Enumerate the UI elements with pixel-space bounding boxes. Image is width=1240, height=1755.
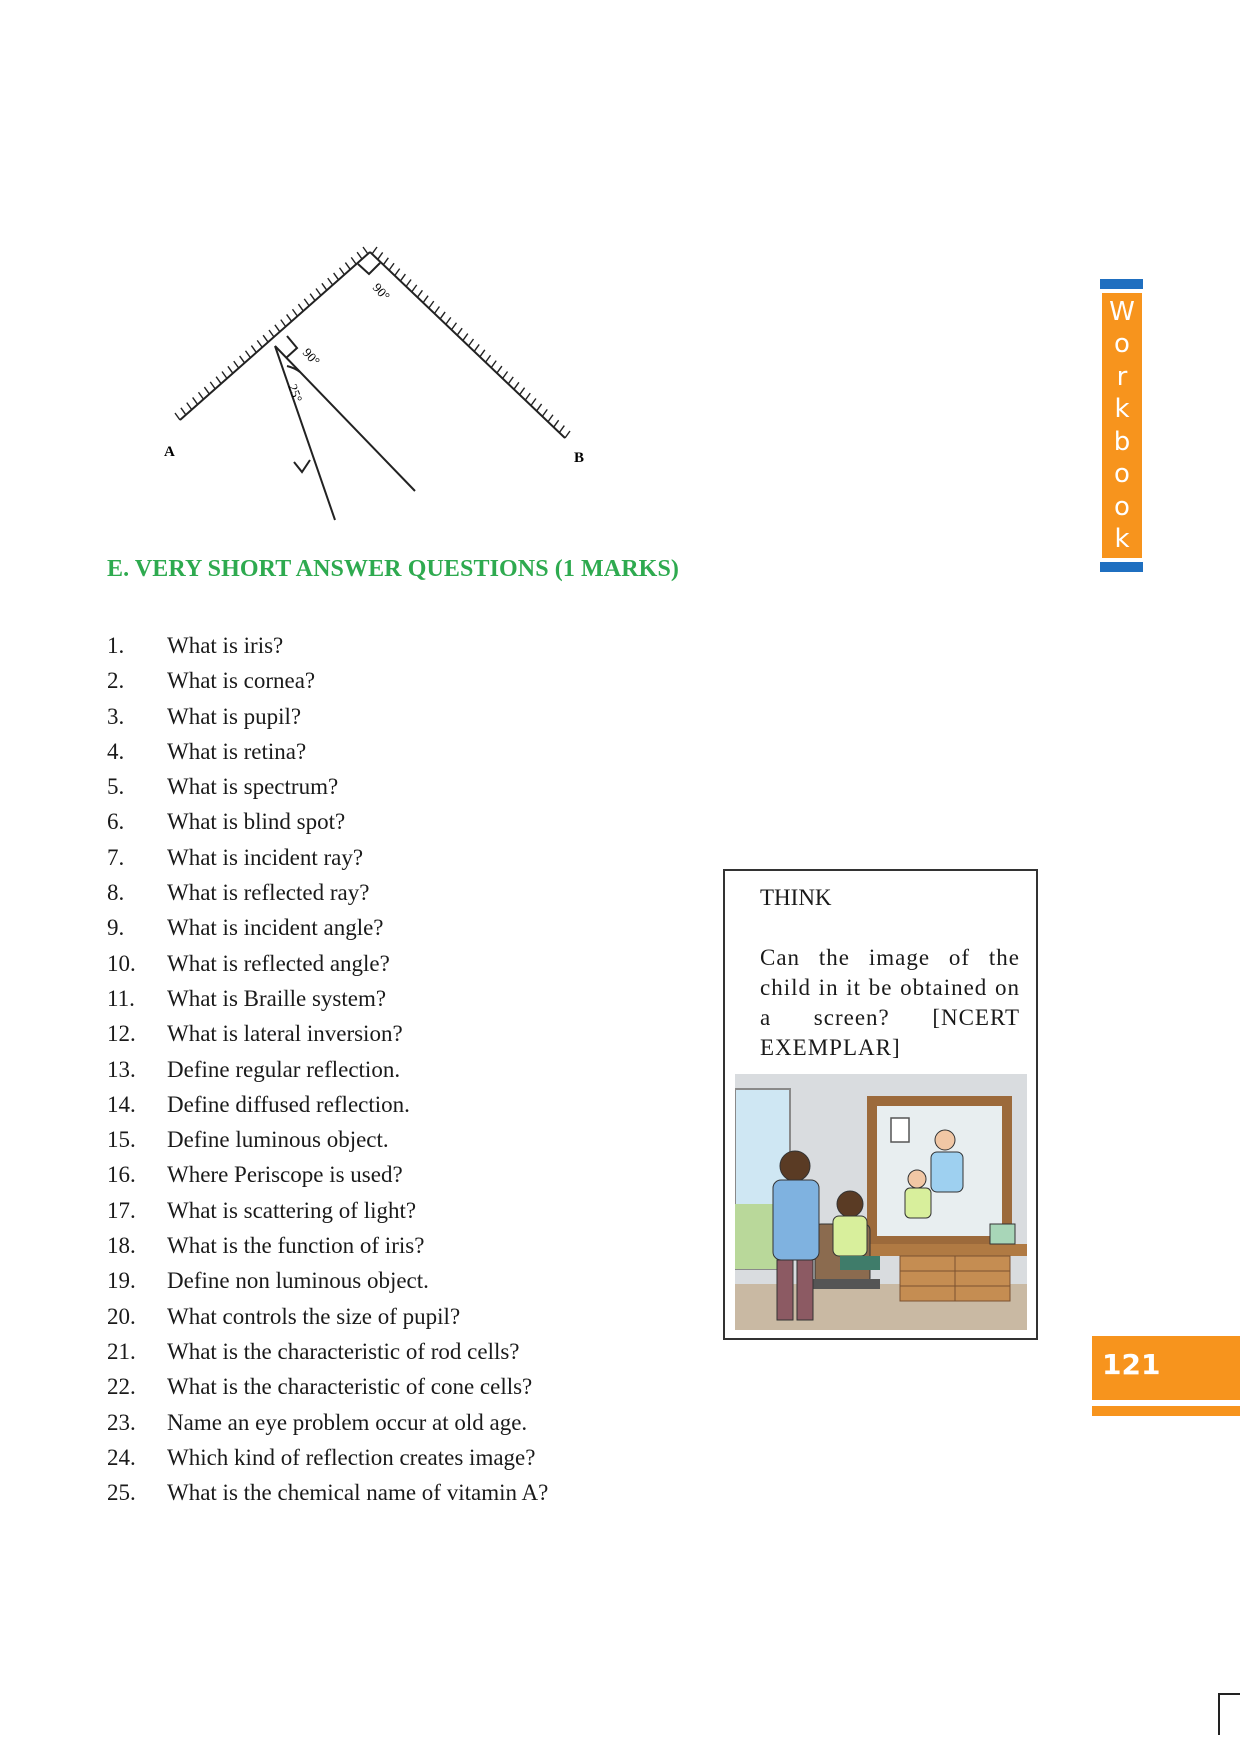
question-text: What is reflected ray? xyxy=(167,880,370,906)
question-list xyxy=(107,628,548,1510)
label-a: A xyxy=(164,444,175,460)
side-tab-letter: o xyxy=(1114,329,1130,359)
incident-ray xyxy=(275,346,335,520)
page-number: 121 xyxy=(1102,1348,1161,1381)
side-tab-letter: k xyxy=(1114,524,1130,554)
question-number: 25. xyxy=(107,1480,136,1506)
think-title: THINK xyxy=(760,885,832,910)
question-item xyxy=(107,840,548,875)
question-number: 20. xyxy=(107,1303,136,1329)
side-tab-letter: W xyxy=(1109,296,1135,327)
question-item xyxy=(107,946,548,981)
question-text: What is retina? xyxy=(167,738,307,764)
question-text: Where Periscope is used? xyxy=(167,1162,403,1188)
normal-line xyxy=(275,346,415,491)
question-item xyxy=(107,804,548,839)
workbook-side-tab xyxy=(1102,293,1142,558)
ray-arrow-icon xyxy=(294,460,310,472)
question-number: 22. xyxy=(107,1374,136,1400)
side-tab-letter: r xyxy=(1116,361,1128,392)
question-item xyxy=(107,875,548,910)
question-number: 11. xyxy=(107,985,135,1011)
question-text: Define non luminous object. xyxy=(167,1268,429,1294)
question-number: 24. xyxy=(107,1444,136,1470)
label-b: B xyxy=(574,450,585,466)
side-tab-letter: o xyxy=(1114,491,1130,522)
mirror-b xyxy=(370,252,565,438)
question-text: What is the chemical name of vitamin A? xyxy=(167,1480,549,1506)
question-item xyxy=(107,1369,548,1404)
barber-shop-illustration-icon xyxy=(735,1074,1027,1330)
question-text: What is pupil? xyxy=(167,703,302,729)
think-text: Can the image of the child in it be obtained on a screen? [NCERT EXEMPLAR] xyxy=(760,945,1020,1060)
question-item xyxy=(107,1193,548,1228)
question-number: 7. xyxy=(107,844,125,870)
side-tab-letter: o xyxy=(1114,459,1130,489)
side-tab-top-bar xyxy=(1100,279,1143,289)
question-text: What is Braille system? xyxy=(167,985,387,1011)
side-tab-bottom-bar xyxy=(1100,562,1143,572)
question-item xyxy=(107,1440,548,1475)
question-text: What is cornea? xyxy=(167,668,316,694)
question-item xyxy=(107,1122,548,1157)
question-text: What is incident ray? xyxy=(167,844,364,870)
question-number: 6. xyxy=(107,809,125,835)
question-text: Define regular reflection. xyxy=(167,1056,401,1082)
question-item xyxy=(107,628,548,663)
question-item xyxy=(107,1016,548,1051)
question-number: 3. xyxy=(107,703,125,729)
section-heading: E. VERY SHORT ANSWER QUESTIONS (1 MARKS) xyxy=(107,556,679,582)
question-text: What is the characteristic of rod cells? xyxy=(167,1338,520,1364)
question-text: What is spectrum? xyxy=(167,774,339,800)
side-tab-letter: k xyxy=(1114,394,1130,424)
question-number: 9. xyxy=(107,915,125,941)
question-text: What is reflected angle? xyxy=(167,950,390,976)
question-item xyxy=(107,663,548,698)
question-number: 19. xyxy=(107,1268,136,1294)
question-number: 18. xyxy=(107,1233,136,1259)
corner-crop-mark xyxy=(1218,1693,1240,1735)
question-number: 2. xyxy=(107,668,125,694)
question-text: Define luminous object. xyxy=(167,1127,389,1153)
question-number: 21. xyxy=(107,1338,136,1364)
question-number: 1. xyxy=(107,633,125,658)
question-text: What is iris? xyxy=(167,633,284,658)
question-number: 16. xyxy=(107,1162,136,1188)
question-item xyxy=(107,769,548,804)
question-text: What controls the size of pupil? xyxy=(167,1303,461,1329)
question-item xyxy=(107,1228,548,1263)
side-tab-letter: b xyxy=(1113,426,1131,457)
question-text: What is incident angle? xyxy=(167,915,384,941)
question-number: 14. xyxy=(107,1091,136,1117)
question-item xyxy=(107,1334,548,1369)
question-text: Define diffused reflection. xyxy=(167,1091,410,1117)
mirror-ray-diagram xyxy=(140,240,620,530)
question-item xyxy=(107,1052,548,1087)
page-number-stripe xyxy=(1092,1406,1240,1416)
question-text: What is blind spot? xyxy=(167,809,346,835)
question-number: 10. xyxy=(107,950,136,976)
angle-incidence-label: 25° xyxy=(285,381,306,405)
mirror-a xyxy=(180,252,370,420)
question-item xyxy=(107,1087,548,1122)
question-item xyxy=(107,699,548,734)
question-item xyxy=(107,1157,548,1192)
question-text: What is the function of iris? xyxy=(167,1233,425,1259)
question-item xyxy=(107,1475,548,1510)
question-item xyxy=(107,1405,548,1440)
question-item xyxy=(107,910,548,945)
question-number: 5. xyxy=(107,774,125,800)
question-item xyxy=(107,981,548,1016)
question-text: What is scattering of light? xyxy=(167,1197,417,1223)
question-text: What is the characteristic of cone cells? xyxy=(167,1374,533,1400)
question-text: Name an eye problem occur at old age. xyxy=(167,1409,528,1435)
question-number: 23. xyxy=(107,1409,136,1435)
question-number: 4. xyxy=(107,738,125,764)
question-number: 12. xyxy=(107,1021,136,1047)
question-item xyxy=(107,1263,548,1298)
question-number: 8. xyxy=(107,880,125,906)
question-number: 15. xyxy=(107,1127,136,1153)
angle-apex-label: 90° xyxy=(369,279,394,304)
question-number: 17. xyxy=(107,1197,136,1223)
question-item xyxy=(107,734,548,769)
question-item xyxy=(107,1299,548,1334)
question-number: 13. xyxy=(107,1056,136,1082)
think-box xyxy=(723,869,1038,1340)
angle-normal-label: 90° xyxy=(299,344,324,369)
question-text: What is lateral inversion? xyxy=(167,1021,403,1047)
page-number-box xyxy=(1092,1336,1240,1400)
question-text: Which kind of reflection creates image? xyxy=(167,1444,536,1470)
